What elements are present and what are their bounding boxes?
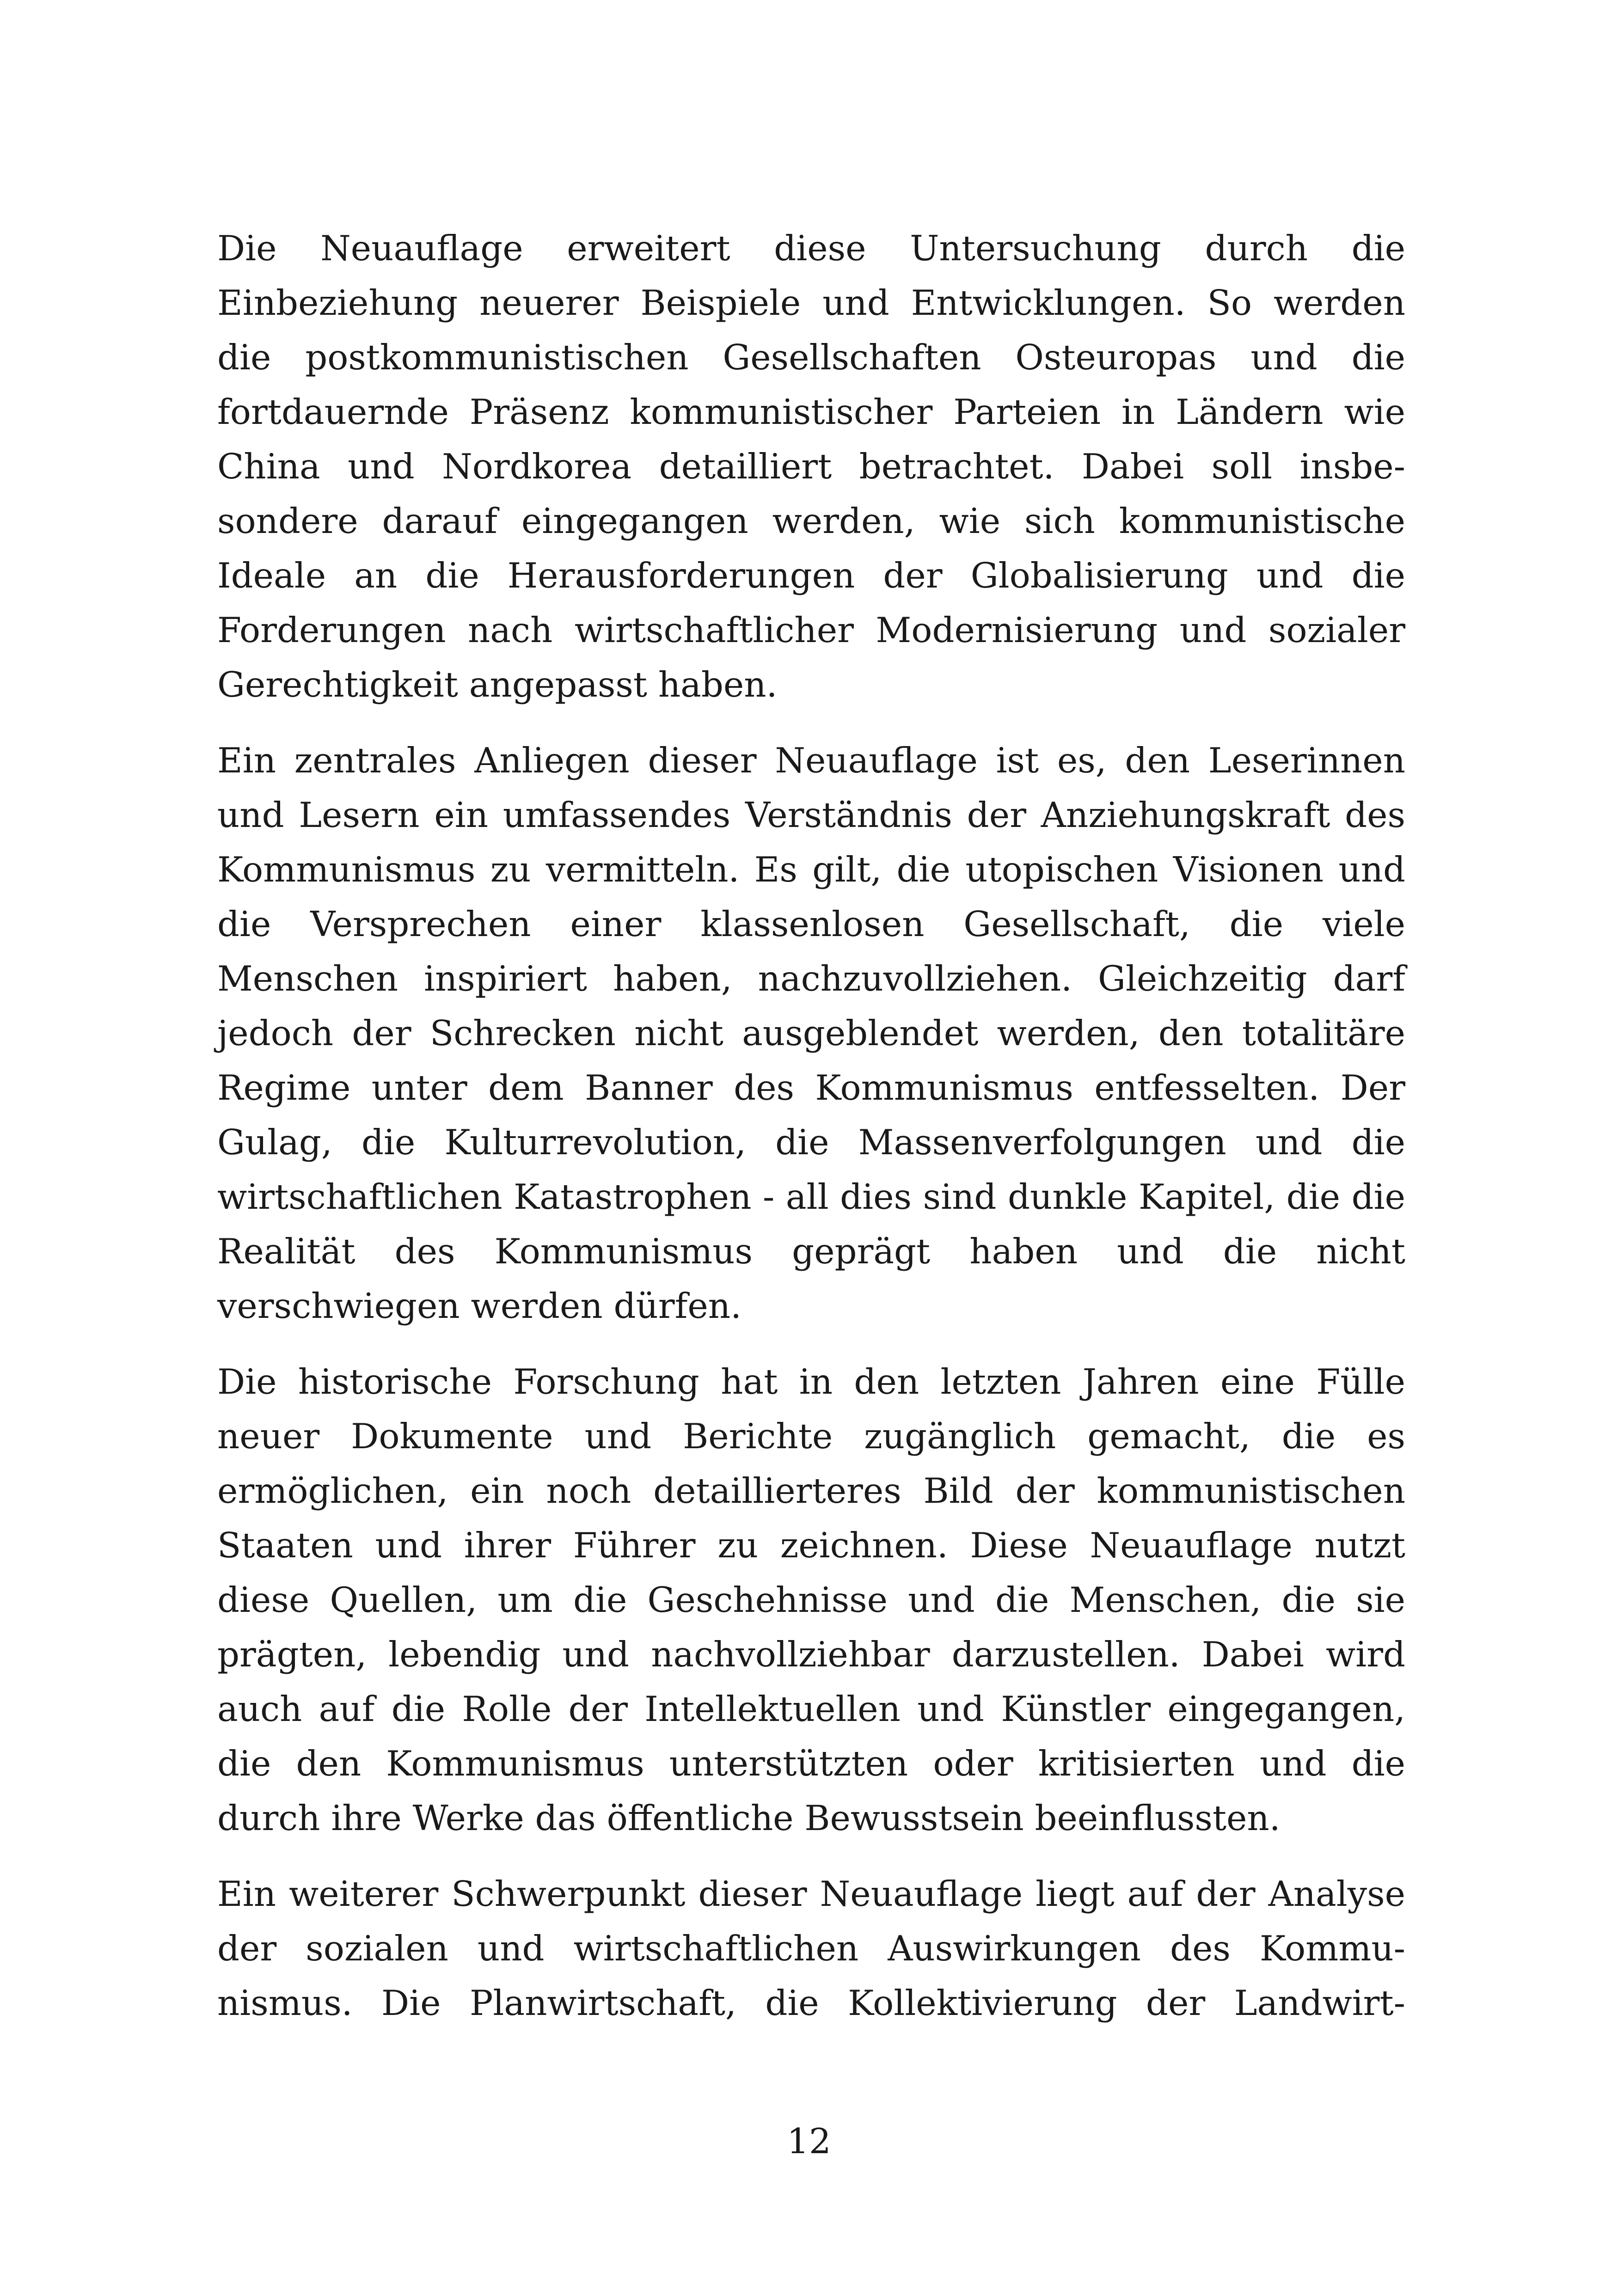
- paragraph-2: Ein zentrales Anliegen dieser Neuauflage ist es, den Leserinnen und Lesern ein umfassendes Verständnis der Anziehungskraft des Kommunismus zu vermitteln. Es gilt, die utopischen Visionen und die Versprechen einer klassenlosen Gesellschaft, die viele Menschen inspiriert haben, nachzuvollziehen. Gleichzeitig darf jedoch der Schrecken nicht ausgeblendet werden, den totalitäre Regime unter dem Banner des Kommunismus entfesselten. Der Gulag, die Kulturrevolution, die Massenverfolgungen und die wirtschaftlichen Katastrophen - all dies sind dunkle Kapitel, die die Realität des Kommunismus geprägt haben und die nicht verschwiegen werden dürfen.: [217, 740, 1405, 1326]
- body-text: [217, 221, 1405, 2051]
- paragraph-4: Ein weiterer Schwerpunkt dieser Neuauflage liegt auf der Analyse der sozialen und wirtschaftlichen Auswirkungen des Kommunismus. Die Planwirtschaft, die Kollektivierung der Landwirt-: [217, 1874, 1405, 2023]
- paragraph-3: Die historische Forschung hat in den letzten Jahren eine Fülle neuer Dokumente und Berichte zugänglich gemacht, die es ermöglichen, ein noch detaillierteres Bild der kommunistischen Staaten und ihrer Führer zu zeichnen. Diese Neuauflage nutzt diese Quellen, um die Geschehnisse und die Menschen, die sie prägten, lebendig und nachvollziehbar darzustellen. Dabei wird auch auf die Rolle der Intellektuellen und Künstler eingegangen, die den Kommunismus unterstützten oder kritisierten und die durch ihre Werke das öffentliche Bewusstsein beeinflussten.: [217, 1361, 1405, 1838]
- paragraph-1: Die Neuauflage erweitert diese Untersuchung durch die Einbeziehung neuerer Beispiele und Entwicklungen. So werden die postkommunistischen Gesellschaften Osteuropas und die fortdauernde Präsenz kommunistischer Parteien in Ländern wie China und Nordkorea detailliert betrachtet. Dabei soll insbesondere darauf eingegangen werden, wie sich kommunistische Ideale an die Herausforderungen der Globalisierung und die Forderungen nach wirtschaftlicher Modernisierung und sozialer Gerechtigkeit angepasst haben.: [217, 228, 1405, 705]
- page-number: 12: [787, 2121, 831, 2161]
